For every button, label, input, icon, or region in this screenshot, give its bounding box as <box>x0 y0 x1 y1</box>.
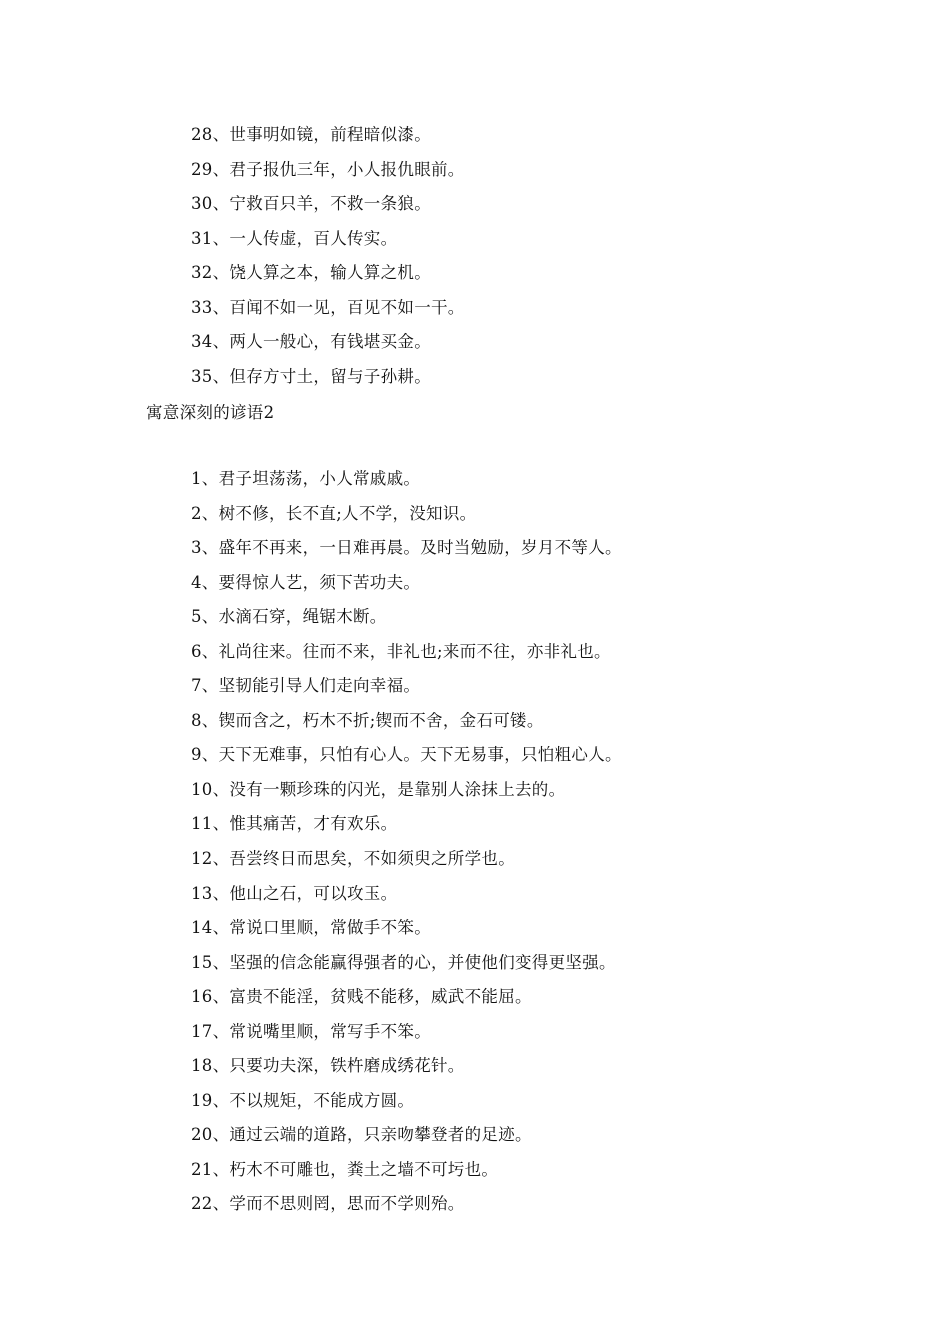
list-item: 33、百闻不如一见，百见不如一干。 <box>191 297 465 317</box>
list-item: 30、宁救百只羊，不救一条狼。 <box>191 194 431 214</box>
list-item: 1、君子坦荡荡，小人常戚戚。 <box>191 469 421 488</box>
list-item: 29、君子报仇三年，小人报仇眼前。 <box>191 159 465 179</box>
section-title: 寓意深刻的谚语2 <box>146 403 275 422</box>
list-item: 32、饶人算之本，输人算之机。 <box>191 263 431 283</box>
list-item: 35、但存方寸土，留与子孙耕。 <box>191 366 431 386</box>
list-item: 34、两人一般心，有钱堪买金。 <box>191 332 431 352</box>
list-item: 10、没有一颗珍珠的闪光，是靠别人涂抹上去的。 <box>191 779 566 799</box>
list-item: 11、惟其痛苦，才有欢乐。 <box>191 814 398 834</box>
list-item: 19、不以规矩，不能成方圆。 <box>191 1090 415 1110</box>
list-item: 7、坚韧能引导人们走向幸福。 <box>191 676 421 696</box>
list-item: 21、朽木不可雕也，粪土之墙不可圬也。 <box>191 1159 499 1179</box>
list-item: 15、坚强的信念能赢得强者的心，并使他们变得更坚强。 <box>191 952 616 972</box>
list-item: 16、富贵不能淫，贫贱不能移，威武不能屈。 <box>191 987 532 1007</box>
list-item: 6、礼尚往来。往而不来，非礼也;来而不往，亦非礼也。 <box>191 641 611 661</box>
list-item: 20、通过云端的道路，只亲吻攀登者的足迹。 <box>191 1125 532 1145</box>
list-item: 13、他山之石，可以攻玉。 <box>191 883 398 903</box>
list-item: 31、一人传虚，百人传实。 <box>191 228 398 248</box>
list-item: 22、学而不思则罔，思而不学则殆。 <box>191 1194 465 1214</box>
list-item: 9、天下无难事，只怕有心人。天下无易事，只怕粗心人。 <box>191 745 622 765</box>
list-item: 12、吾尝终日而思矣，不如须臾之所学也。 <box>191 849 515 869</box>
list-item: 14、常说口里顺，常做手不笨。 <box>191 918 431 938</box>
proverb-list-part1 <box>191 118 465 394</box>
list-item: 4、要得惊人艺，须下苦功夫。 <box>191 572 421 592</box>
list-item: 28、世事明如镜，前程暗似漆。 <box>191 125 431 144</box>
list-item: 18、只要功夫深，铁杵磨成绣花针。 <box>191 1056 465 1076</box>
list-item: 8、锲而含之，朽木不折;锲而不舍，金石可镂。 <box>191 710 544 730</box>
list-item: 3、盛年不再来，一日难再晨。及时当勉励，岁月不等人。 <box>191 538 622 558</box>
proverb-list-part2 <box>191 462 622 1222</box>
list-item: 17、常说嘴里顺，常写手不笨。 <box>191 1021 431 1041</box>
list-item: 2、树不修，长不直;人不学，没知识。 <box>191 503 477 523</box>
list-item: 5、水滴石穿，绳锯木断。 <box>191 607 387 627</box>
